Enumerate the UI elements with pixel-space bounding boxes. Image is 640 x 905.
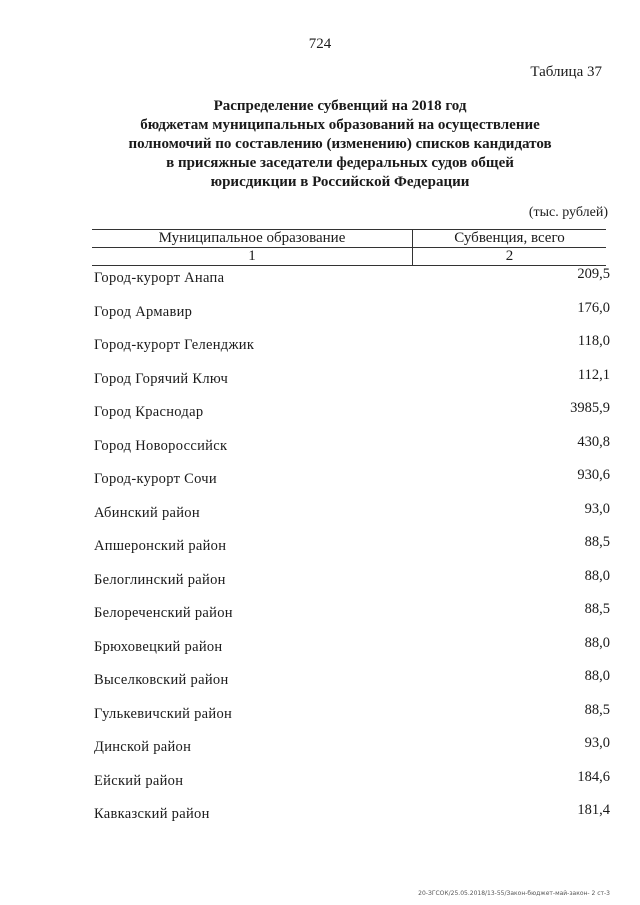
subvention-value: 930,6 <box>577 467 610 483</box>
subvention-value: 3985,9 <box>570 400 610 416</box>
municipality-name: Ейский район <box>94 772 184 789</box>
subvention-value: 88,0 <box>584 567 610 584</box>
subvention-value: 181,4 <box>577 802 610 818</box>
table-row <box>90 534 610 568</box>
table-row <box>90 333 610 367</box>
municipality-name: Город-курорт Геленджик <box>94 337 255 353</box>
title-line: Распределение субвенций на 2018 год <box>213 98 467 114</box>
title-line: в присяжные заседатели федеральных судов общей <box>166 155 514 171</box>
subvention-value: 88,5 <box>584 701 610 718</box>
subvention-value: 430,8 <box>577 433 610 450</box>
table-row <box>90 568 610 602</box>
subvention-value: 184,6 <box>577 768 610 785</box>
municipality-name: Абинский район <box>94 504 200 521</box>
subvention-value: 88,0 <box>584 634 610 651</box>
table-row <box>90 367 610 401</box>
table-row <box>90 300 610 334</box>
subvention-value: 88,5 <box>584 534 610 550</box>
municipality-name: Город Новороссийск <box>94 437 228 454</box>
table-row <box>90 635 610 669</box>
title-line: бюджетам муниципальных образований на осуществление <box>140 117 540 133</box>
subvention-value: 118,0 <box>577 333 610 349</box>
table-row <box>90 467 610 501</box>
subvention-value: 93,0 <box>584 735 610 751</box>
municipality-name: Гулькевичский район <box>94 705 233 722</box>
table-row <box>90 434 610 468</box>
table-row <box>90 601 610 635</box>
municipality-name: Белоглинский район <box>94 571 226 588</box>
table-row <box>90 735 610 769</box>
units-label: (тыс. рублей) <box>528 205 608 220</box>
subvention-value: 88,5 <box>584 601 610 617</box>
footer-stamp: 20-ЗГСОК/25.05.2018/13-55/Закон-бюджет-май-закон- 2 ст-3 <box>418 890 610 897</box>
title-line: юрисдикции в Российской Федерации <box>210 174 470 190</box>
municipality-name: Динской район <box>94 739 192 755</box>
column-number-row <box>92 247 606 265</box>
table-row <box>90 400 610 434</box>
table-row <box>90 702 610 736</box>
municipality-name: Город Горячий Ключ <box>94 370 229 387</box>
header-municipality: Муниципальное образование <box>92 230 413 247</box>
table-label: Таблица 37 <box>530 64 602 80</box>
municipality-name: Белореченский район <box>94 605 233 621</box>
municipality-name: Брюховецкий район <box>94 638 223 655</box>
subvention-value: 209,5 <box>577 266 610 282</box>
municipality-name: Город-курорт Сочи <box>94 471 217 487</box>
municipality-name: Город-курорт Анапа <box>94 270 225 286</box>
municipality-name: Апшеронский район <box>94 538 227 554</box>
subvention-value: 93,0 <box>584 500 610 517</box>
header-row <box>92 230 606 247</box>
column-number-1: 1 <box>92 248 413 265</box>
title-line: полномочий по составлению (изменению) списков кандидатов <box>128 136 552 152</box>
table-body <box>90 266 610 836</box>
table-row <box>90 802 610 836</box>
subvention-value: 112,1 <box>577 366 610 383</box>
document-title <box>60 97 620 192</box>
header-subvention: Субвенция, всего <box>454 230 565 246</box>
municipality-name: Кавказский район <box>94 806 210 822</box>
municipality-name: Город Краснодар <box>94 404 204 420</box>
subvention-value: 88,0 <box>584 668 610 684</box>
municipality-name: Выселковский район <box>94 672 229 688</box>
column-number-2: 2 <box>505 248 514 264</box>
subvention-value: 176,0 <box>577 299 610 316</box>
table-row <box>90 266 610 300</box>
table-row <box>90 501 610 535</box>
table-row <box>90 668 610 702</box>
page-number: 724 <box>308 36 332 52</box>
table-row <box>90 769 610 803</box>
municipality-name: Город Армавир <box>94 303 193 320</box>
table-header <box>92 229 606 266</box>
